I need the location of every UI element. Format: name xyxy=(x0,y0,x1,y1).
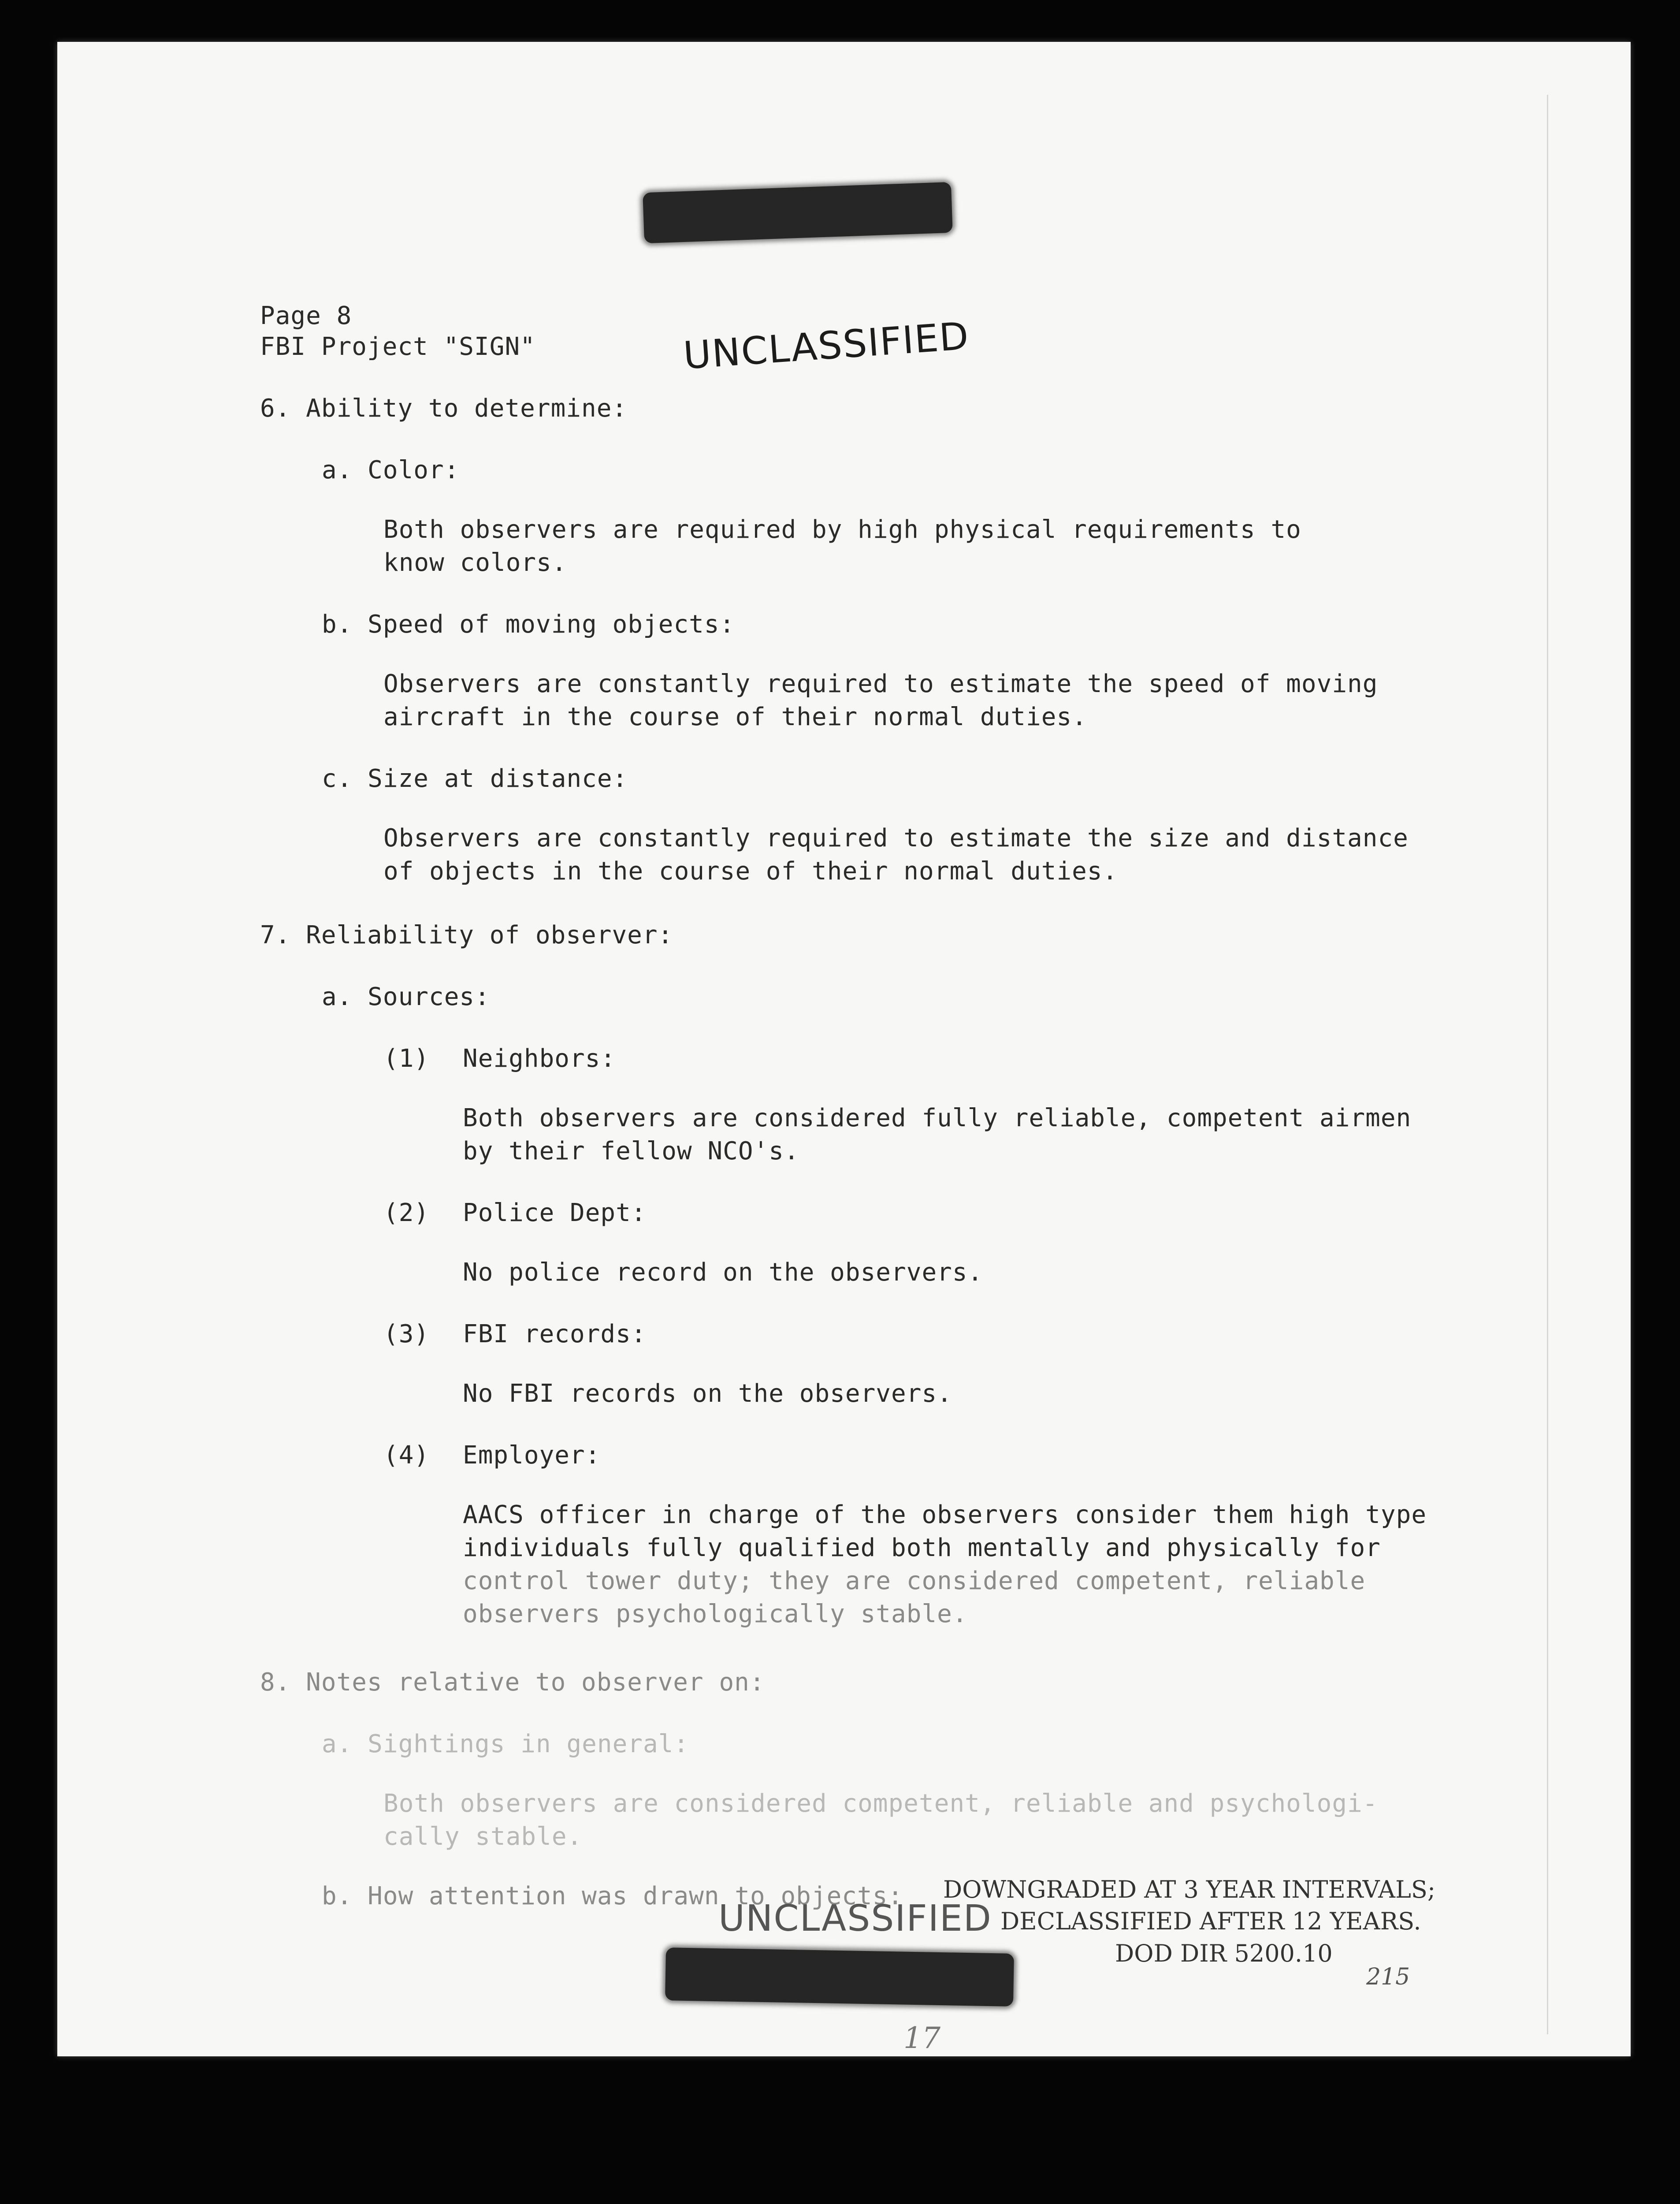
redaction-bar-top xyxy=(643,182,953,243)
source-3-number: (3) xyxy=(383,1320,430,1348)
section-6a-text-line1: Both observers are required by high physical requirements to xyxy=(383,515,1301,544)
section-6b-text-line2: aircraft in the course of their normal duties. xyxy=(383,703,1087,731)
page-number: Page 8 xyxy=(260,302,352,330)
section-6b-label: b. Speed of moving objects: xyxy=(322,610,735,639)
section-8a-text-line2: cally stable. xyxy=(383,1822,583,1851)
section-6c-label: c. Size at distance: xyxy=(322,764,628,793)
section-7-heading: 7. Reliability of observer: xyxy=(260,921,673,949)
section-6c-text-line1: Observers are constantly required to estimate the size and distance xyxy=(383,824,1409,853)
source-1-title: Neighbors: xyxy=(463,1044,616,1073)
source-2-title: Police Dept: xyxy=(463,1199,647,1227)
section-8b-label: b. How attention was drawn to objects: xyxy=(322,1882,903,1910)
source-4-text-line1: AACS officer in charge of the observers consider them high type xyxy=(463,1500,1427,1529)
source-3-text-line1: No FBI records on the observers. xyxy=(463,1379,952,1408)
section-8a-label: a. Sightings in general: xyxy=(322,1730,689,1758)
downgrade-notice-line2: DECLASSIFIED AFTER 12 YEARS. xyxy=(1000,1907,1421,1935)
section-6c-text-line2: of objects in the course of their normal duties. xyxy=(383,857,1118,886)
source-4-text-line4: observers psychologically stable. xyxy=(463,1600,968,1628)
section-6b-text-line1: Observers are constantly required to estimate the speed of moving xyxy=(383,670,1378,698)
source-4-text-line2: individuals fully qualified both mentally and physically for xyxy=(463,1534,1381,1562)
redaction-bar-bottom xyxy=(665,1947,1014,2007)
section-6a-text-line2: know colors. xyxy=(383,548,567,577)
source-4-title: Employer: xyxy=(463,1441,601,1470)
downgrade-notice-line1: DOWNGRADED AT 3 YEAR INTERVALS; xyxy=(943,1876,1436,1903)
source-2-number: (2) xyxy=(383,1199,430,1227)
dod-directive: DOD DIR 5200.10 xyxy=(1115,1940,1333,1967)
section-8a-text-line1: Both observers are considered competent, reliable and psychologi- xyxy=(383,1789,1378,1818)
source-4-number: (4) xyxy=(383,1441,430,1470)
source-3-title: FBI records: xyxy=(463,1320,647,1348)
source-4-text-line3: control tower duty; they are considered competent, reliable xyxy=(463,1567,1366,1595)
right-margin-line xyxy=(1547,95,1548,2034)
section-8-heading: 8. Notes relative to observer on: xyxy=(260,1668,765,1697)
classification-stamp-bottom: UNCLASSIFIED xyxy=(718,1898,992,1940)
handwritten-number: 215 xyxy=(1366,1964,1410,1990)
document-page xyxy=(57,42,1631,2056)
source-1-number: (1) xyxy=(383,1044,430,1073)
section-6a-label: a. Color: xyxy=(322,456,460,484)
classification-stamp-top: UNCLASSIFIED xyxy=(682,314,971,378)
source-1-text-line1: Both observers are considered fully reliable, competent airmen xyxy=(463,1104,1412,1132)
section-7a-label: a. Sources: xyxy=(322,983,490,1011)
project-name: FBI Project "SIGN" xyxy=(260,332,535,361)
source-1-text-line2: by their fellow NCO's. xyxy=(463,1137,799,1165)
section-6-heading: 6. Ability to determine: xyxy=(260,394,628,423)
source-2-text-line1: No police record on the observers. xyxy=(463,1258,983,1287)
handwritten-page-number: 17 xyxy=(903,2021,940,2055)
